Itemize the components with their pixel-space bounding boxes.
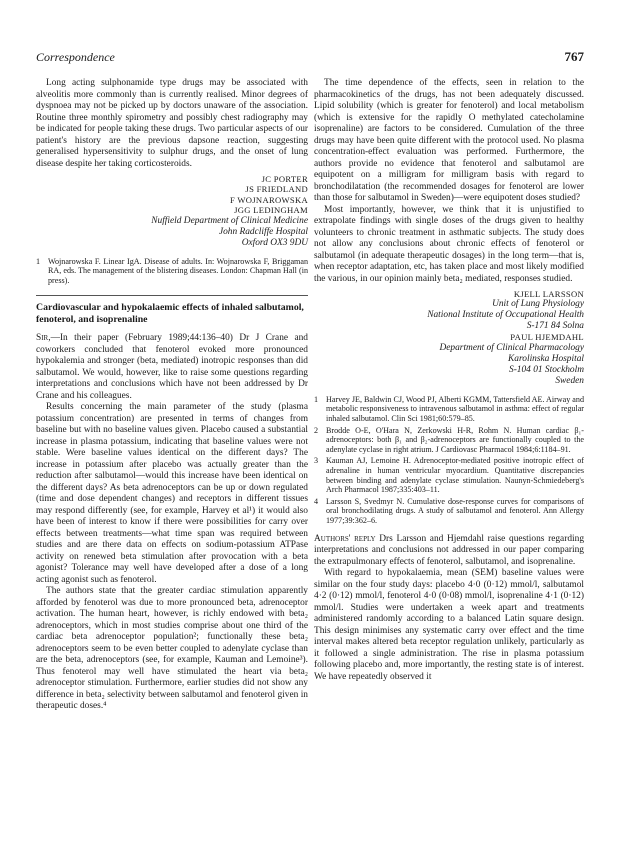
signatory: JS FRIEDLAND [245, 184, 308, 195]
letter-paragraph [36, 333, 308, 402]
signature-block [314, 289, 584, 387]
signatory: JC PORTER [261, 174, 308, 184]
affiliation-line: Department of Clinical Pharmacology [439, 342, 584, 353]
signature-block [36, 174, 308, 249]
letter-paragraph: The authors state that the greater cardiac stimulation apparently afforded by fenoterol was due to more pronounced beta, adrenoceptor activation. The human heart, however, is richly endowed with beta₂ adrenoceptors, which in most studies comprise about one third of the cardiac beta adrenoceptor population²; functionally these beta₂ adrenoceptors seem to be even better coupled to adenylate cyclase than are the beta, adrenoceptors (see, for example, Kauman and Lemoine³). Thus fenoterol may well have stimulated the heart via beta₂ adrenoceptor stimulation. Furthermore, earlier studies did not show any difference in beta₂ selectivity between salbutamol and fenoterol given in therapeutic doses.⁴ [36, 586, 308, 711]
reference-list [314, 395, 584, 526]
affiliation-line: S-171 84 Solna [526, 321, 584, 332]
paragraph-text: —In their paper (February 1989;44:136–40) Dr J Crane and coworkers concluded that fenoterol evoked more pronounced hypokalemia and stronger (beta, mediated) inotropic responses than did salbutamol. We would, however, like to raise some questions regarding interpretations and conclusions which have not been addressed by Dr Crane and his colleagues. [36, 333, 308, 401]
affiliation-line: Sweden [555, 375, 584, 386]
affiliation-line: Nuffield Department of Clinical Medicine [151, 215, 308, 226]
affiliation-line: Oxford OX3 9DU [241, 237, 308, 248]
signatory: PAUL HJEMDAHL [510, 332, 584, 343]
reference-item [314, 426, 584, 455]
right-column [314, 78, 584, 683]
reference-text: Larsson S, Svedmyr N. Cumulative dose-response curves for comparisons of oral bronchodilating drugs. A study of salbutamol and fenoterol. Ann Allergy 1977;39:362–6. [326, 496, 584, 525]
page-header [36, 50, 584, 70]
paragraph-text: Drs Larsson and Hjemdahl raise questions regarding interpretations and conclusions not addressed in our paper comparing the extrapulmonary effects of fenoterol, salbutamol, and isoprenaline. [314, 533, 585, 567]
reference-text: Kauman AJ, Lemoine H. Adrenoceptor-mediated positive inotropic effect of adrenaline in human ventricular myocardium. Quantitative discrepancies between binding and adenylate cyclase stimulation. Naunyn-Schmiedeberg's Arch Pharmacol 1987;335:403–11. [326, 456, 584, 495]
reference-text: Harvey JE, Baldwin CJ, Wood PJ, Alberti KGMM, Tattersfield AE. Airway and metabolic responsiveness to intravenous salbutamol in asthma: effect of regular inhaled salbutamol. Clin Sci 1981;60:579–85. [326, 394, 584, 423]
section-name: Correspondence [36, 50, 115, 64]
affiliation-line: Karolinska Hospital [508, 353, 584, 364]
letter-paragraph: Most importantly, however, we think that it is unjustified to extrapolate findings with single doses of the drugs given to healthy volunteers to chronic treatment in asthmatic subjects. The study does not allow any conclusions about chronic effects of fenoterol or salbutamol (in adequate therapeutic dosages) in the long term—that is, when receptor adaptation, etc, has taken place and most likely modified the various, in our opinion mainly beta₂ mediated, responses studied. [314, 204, 584, 284]
signatory: F WOJNAROWSKA [230, 194, 308, 205]
salutation: Sir, [36, 333, 51, 343]
intro-paragraph: Long acting sulphonamide type drugs may be associated with alveolitis more commonly than is currently realised. Minor degrees of dyspnoea may not be picked up by doctors unaware of the association. Routine three monthly spirometry and possibly chest radiography may be indicated for people taking these drugs. Two particular aspects of our patient's history are the previous dapsone reaction, suggesting generalised hypersensitivity to sulphur drugs, and the onset of lung disease despite her taking corticosteroids. [36, 78, 308, 169]
reference-text: Brodde O-E, O'Hara N, Zerkowski H-R, Rohm N. Human cardiac β₁-adrenoceptors: both β₁ and β₂-adrenoceptors are functionally coupled to the adenylate cyclase in right atrium. J Cardiovasc Pharmacol 1984;6:1184–91. [326, 425, 584, 454]
reference-item [314, 497, 584, 526]
letter-title: Cardiovascular and hypokalaemic effects of inhaled salbutamol, fenoterol, and isoprenaline [36, 295, 308, 326]
reference-item [36, 257, 308, 286]
reply-paragraph [314, 534, 584, 569]
reference-number: 1 [36, 256, 41, 266]
reference-text: Wojnarowska F. Linear IgA. Disease of adults. In: Wojnarowska F, Briggaman RA, eds. The management of the blistering diseases. London: Chapman Hall (in press). [48, 256, 308, 285]
reference-item [314, 456, 584, 494]
reply-lead: Authors' reply [314, 533, 376, 544]
affiliation-line: S-104 01 Stockholm [509, 364, 584, 375]
page-number: 767 [564, 49, 584, 64]
reference-number: 4 [314, 496, 319, 506]
signatory: KJELL LARSSON [513, 289, 584, 299]
left-column [36, 78, 308, 713]
affiliation-line: Unit of Lung Physiology [492, 299, 584, 310]
letter-paragraph: Results concerning the main parameter of the study (plasma potassium concentration) are presented in terms of changes from baseline but with no baseline values given. Placebo caused a substantial increase in plasma potassium, indicating that baseline values were not stable. Were baseline values identical on the different days? The increase in potassium after placebo was actually greater than the reduction after salbutamol—would this increase have been identical on the different days? As beta adrenoceptors can be up or down regulated (time and dose dependent changes) and receptors in different tissues may respond differently (see, for example, Harvey et al¹) it would also have been of interest to know if there were possibilities for carry over effects between treatments—what time span was required between studies and are there data on effects on sodium-potassium ATPase activity on renewed beta stimulation after provocation with a beta agonist? Tolerance may well have developed after a dose of a long acting agonist such as fenoterol. [36, 402, 308, 585]
reference-number: 3 [314, 456, 319, 466]
reference-number: 1 [314, 394, 319, 404]
reference-number: 2 [314, 425, 319, 435]
letter-paragraph: The time dependence of the effects, seen in relation to the pharmacokinetics of the drugs, has not been adequately discussed. Lipid solubility (which is greater for fenoterol) and local metabolism (which is extensive for the rapidly O methylated catecholamine isoprenaline) are factors to be considered. Cumulation of the three drugs may have been quite different with the protocol used. No plasma concentration-effect evaluation was performed. Furthermore, the authors provide no evidence that fenoterol and salbutamol are equipotent on a milligram for milligram basis with regard to bronchodilatation (the recommended dosages for fenoterol are lower than those for salbutamol in Sweden)—were equipotent doses studied? [314, 78, 584, 203]
affiliation-line: John Radcliffe Hospital [218, 226, 308, 237]
signatory: JGG LEDINGHAM [234, 205, 308, 216]
reference-list [36, 257, 308, 286]
affiliation-line: National Institute of Occupational Health [427, 310, 584, 321]
reference-item [314, 395, 584, 424]
reply-paragraph: With regard to hypokalaemia, mean (SEM) baseline values were similar on the four study days: placebo 4·0 (0·12) mmol/l, salbutamol 4·2 (0·12) mmol/l, fenoterol 4·0 (0·08) mmol/l, isoprenaline 4·1 (0·12) mmol/l. Studies were undertaken a week apart and treatments administered randomly according to a balanced Latin square design. This design minimises any systematic carry over effect and the time interval makes altered beta receptor regulation unlikely, particularly as it followed a single administration. The rise in plasma potassium following placebo and, more importantly, the resting state is of interest. We have repeatedly observed it [314, 568, 584, 682]
